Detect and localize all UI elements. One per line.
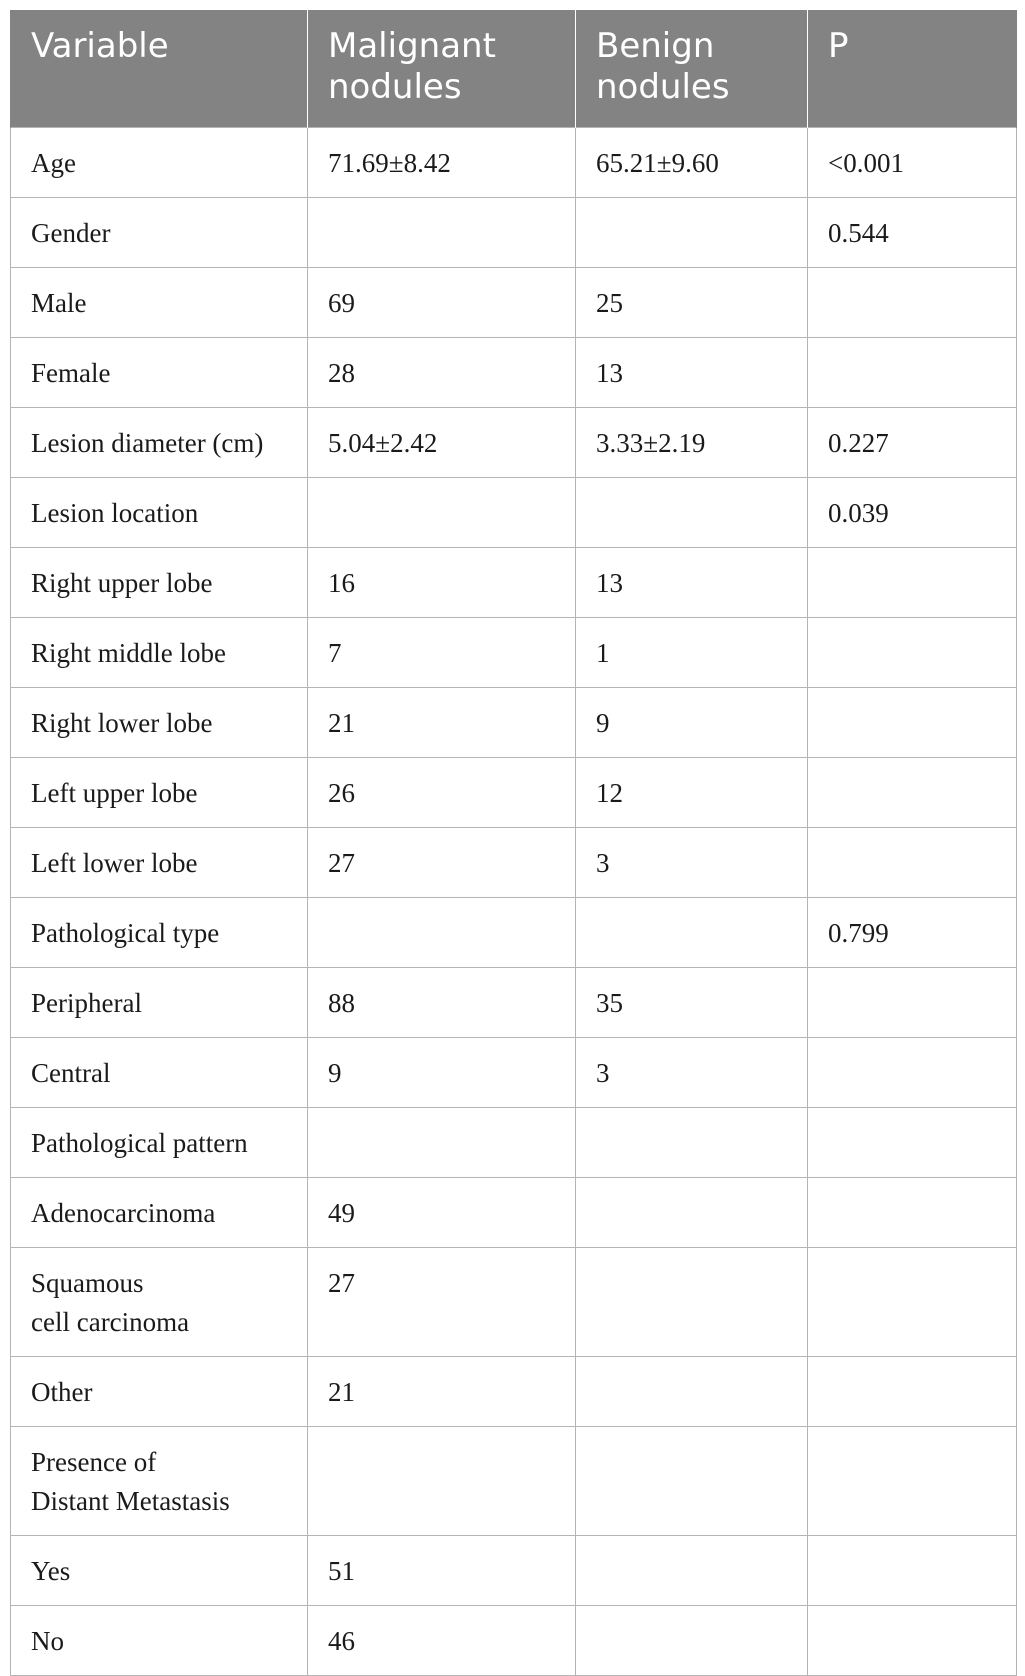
variable-cell: Presence of Distant Metastasis — [11, 1427, 308, 1536]
benign-cell: 3.33±2.19 — [576, 408, 808, 478]
table-row — [11, 338, 1017, 408]
p-value-cell — [808, 1536, 1017, 1606]
benign-cell: 1 — [576, 618, 808, 688]
malignant-cell — [308, 898, 576, 968]
p-value-cell — [808, 758, 1017, 828]
malignant-cell: 69 — [308, 268, 576, 338]
table-row — [11, 408, 1017, 478]
variable-cell: Right lower lobe — [11, 688, 308, 758]
malignant-cell: 71.69±8.42 — [308, 128, 576, 198]
p-value-cell — [808, 268, 1017, 338]
malignant-cell: 88 — [308, 968, 576, 1038]
table-row — [11, 198, 1017, 268]
variable-cell: Adenocarcinoma — [11, 1178, 308, 1248]
variable-cell: Right upper lobe — [11, 548, 308, 618]
table-header — [11, 10, 1017, 128]
p-value-cell — [808, 338, 1017, 408]
table-row — [11, 618, 1017, 688]
benign-cell — [576, 1357, 808, 1427]
variable-cell: Age — [11, 128, 308, 198]
benign-cell — [576, 1606, 808, 1676]
variable-cell: Female — [11, 338, 308, 408]
malignant-cell: 28 — [308, 338, 576, 408]
benign-cell: 9 — [576, 688, 808, 758]
malignant-cell: 46 — [308, 1606, 576, 1676]
malignant-cell: 7 — [308, 618, 576, 688]
table-row — [11, 548, 1017, 618]
benign-cell — [576, 1427, 808, 1536]
p-value-cell: 0.227 — [808, 408, 1017, 478]
header-row — [11, 10, 1017, 128]
malignant-cell: 27 — [308, 1248, 576, 1357]
benign-cell: 3 — [576, 828, 808, 898]
malignant-cell — [308, 1427, 576, 1536]
malignant-cell: 51 — [308, 1536, 576, 1606]
malignant-cell: 21 — [308, 688, 576, 758]
benign-cell — [576, 478, 808, 548]
variable-cell: Lesion location — [11, 478, 308, 548]
malignant-cell — [308, 198, 576, 268]
p-value-cell — [808, 1606, 1017, 1676]
malignant-cell: 27 — [308, 828, 576, 898]
data-table-container — [10, 10, 1016, 1676]
table-row — [11, 1178, 1017, 1248]
benign-cell: 12 — [576, 758, 808, 828]
p-value-cell — [808, 1038, 1017, 1108]
benign-cell: 25 — [576, 268, 808, 338]
variable-cell: Pathological pattern — [11, 1108, 308, 1178]
variable-cell: Peripheral — [11, 968, 308, 1038]
p-value-cell — [808, 688, 1017, 758]
p-value-cell — [808, 1427, 1017, 1536]
table-row — [11, 1108, 1017, 1178]
benign-cell: 13 — [576, 338, 808, 408]
variable-cell: Central — [11, 1038, 308, 1108]
p-value-cell — [808, 1248, 1017, 1357]
variable-cell: Left lower lobe — [11, 828, 308, 898]
table-body — [11, 128, 1017, 1676]
malignant-cell — [308, 1108, 576, 1178]
table-row — [11, 688, 1017, 758]
variable-cell: Lesion diameter (cm) — [11, 408, 308, 478]
table-row — [11, 758, 1017, 828]
table-row — [11, 1536, 1017, 1606]
malignant-cell: 21 — [308, 1357, 576, 1427]
table-row — [11, 478, 1017, 548]
variable-cell: Right middle lobe — [11, 618, 308, 688]
p-value-cell — [808, 548, 1017, 618]
table-row — [11, 128, 1017, 198]
benign-cell: 35 — [576, 968, 808, 1038]
table-row — [11, 1606, 1017, 1676]
malignant-cell: 9 — [308, 1038, 576, 1108]
benign-cell — [576, 198, 808, 268]
table-row — [11, 1427, 1017, 1536]
benign-cell: 3 — [576, 1038, 808, 1108]
header-p-value: P — [808, 10, 1017, 128]
p-value-cell — [808, 828, 1017, 898]
clinical-characteristics-table — [10, 10, 1017, 1676]
benign-cell: 13 — [576, 548, 808, 618]
variable-cell: Male — [11, 268, 308, 338]
p-value-cell — [808, 618, 1017, 688]
malignant-cell — [308, 478, 576, 548]
benign-cell: 65.21±9.60 — [576, 128, 808, 198]
malignant-cell: 5.04±2.42 — [308, 408, 576, 478]
table-row — [11, 898, 1017, 968]
table-row — [11, 268, 1017, 338]
p-value-cell: 0.039 — [808, 478, 1017, 548]
variable-cell: No — [11, 1606, 308, 1676]
malignant-cell: 16 — [308, 548, 576, 618]
benign-cell — [576, 1108, 808, 1178]
table-row — [11, 1038, 1017, 1108]
table-row — [11, 828, 1017, 898]
malignant-cell: 49 — [308, 1178, 576, 1248]
p-value-cell: 0.799 — [808, 898, 1017, 968]
header-malignant-nodules: Malignant nodules — [308, 10, 576, 128]
benign-cell — [576, 1178, 808, 1248]
table-row — [11, 1357, 1017, 1427]
benign-cell — [576, 1536, 808, 1606]
p-value-cell — [808, 1108, 1017, 1178]
p-value-cell — [808, 968, 1017, 1038]
variable-cell: Yes — [11, 1536, 308, 1606]
malignant-cell: 26 — [308, 758, 576, 828]
benign-cell — [576, 898, 808, 968]
variable-cell: Squamous cell carcinoma — [11, 1248, 308, 1357]
header-benign-nodules: Benign nodules — [576, 10, 808, 128]
variable-cell: Other — [11, 1357, 308, 1427]
variable-cell: Pathological type — [11, 898, 308, 968]
table-row — [11, 1248, 1017, 1357]
p-value-cell: <0.001 — [808, 128, 1017, 198]
p-value-cell — [808, 1357, 1017, 1427]
benign-cell — [576, 1248, 808, 1357]
table-row — [11, 968, 1017, 1038]
p-value-cell: 0.544 — [808, 198, 1017, 268]
p-value-cell — [808, 1178, 1017, 1248]
variable-cell: Left upper lobe — [11, 758, 308, 828]
variable-cell: Gender — [11, 198, 308, 268]
header-variable: Variable — [11, 10, 308, 128]
